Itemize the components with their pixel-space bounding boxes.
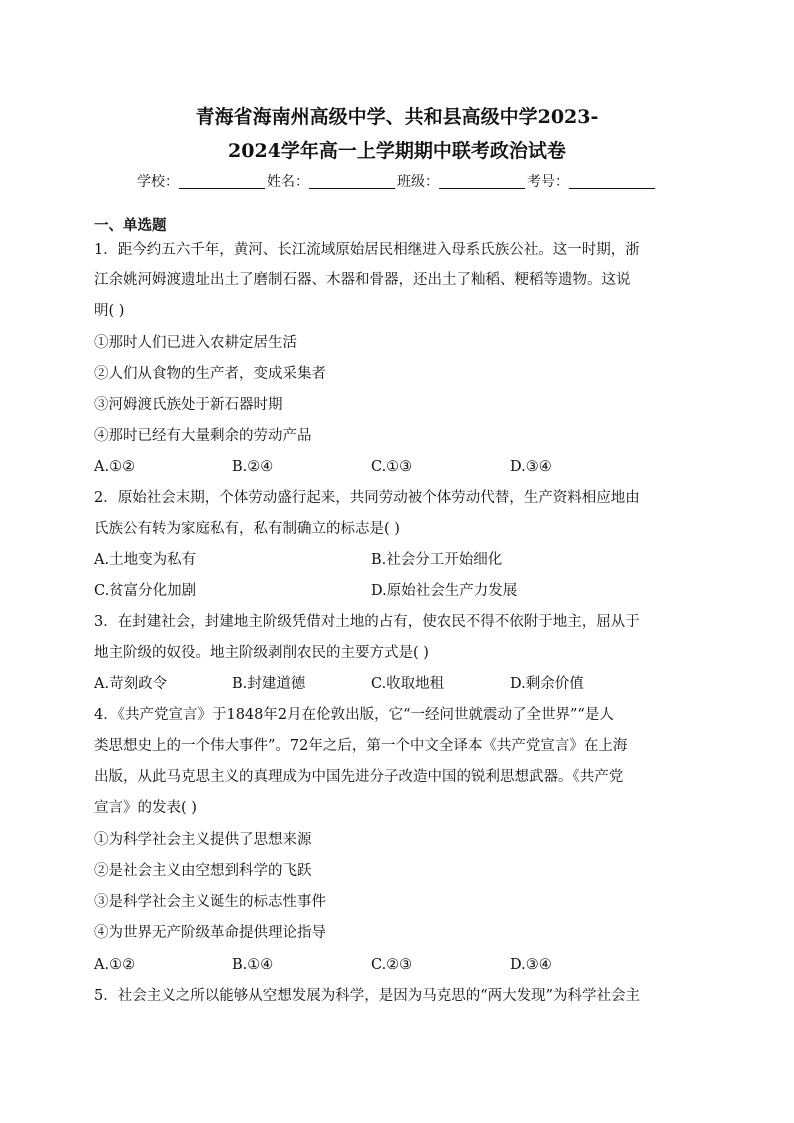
q3-stem-line-2: 地主阶级的奴役。地主阶级剥削农民的主要方式是( ) <box>94 645 429 661</box>
name-blank[interactable] <box>309 174 395 189</box>
q1-option-c: C.①③ <box>371 459 413 475</box>
q1-option-d: D.③④ <box>510 459 552 475</box>
q2-stem-line-1: 2．原始社会末期，个体劳动盛行起来，共同劳动被个体劳动代替，生产资料相应地由 <box>94 490 640 506</box>
q2-option-b: B.社会分工开始细化 <box>371 552 503 568</box>
q4-option-b: B.①④ <box>232 957 274 973</box>
exam-title-line-1: 青海省海南州高级中学、共和县高级中学2023- <box>195 106 599 128</box>
class-label: 班级： <box>397 174 439 190</box>
q2-option-d: D.原始社会生产力发展 <box>371 583 518 599</box>
q4-option-a: A.①② <box>94 957 136 973</box>
number-blank[interactable] <box>569 174 655 189</box>
school-blank[interactable] <box>179 174 265 189</box>
q2-stem-line-2: 氏族公有转为家庭私有，私有制确立的标志是( ) <box>94 521 400 537</box>
q4-stem-line-4: 宣言》的发表( ) <box>94 800 197 816</box>
q1-stem-line-1: 1．距今约五六千年，黄河、长江流域原始居民相继进入母系氏族公社。这一时期，浙 <box>94 242 640 258</box>
q4-stem-line-2: 类思想史上的一个伟大事件”。72年之后，第一个中文全译本《共产党宣言》在上海 <box>94 738 628 754</box>
q4-statement-3: ③是科学社会主义诞生的标志性事件 <box>94 894 326 910</box>
q4-stem-line-3: 出版，从此马克思主义的真理成为中国先进分子改造中国的锐利思想武器。《共产党 <box>94 769 624 785</box>
q1-statement-4: ④那时已经有大量剩余的劳动产品 <box>94 428 312 444</box>
student-info-row <box>0 172 794 192</box>
q1-option-a: A.①② <box>94 459 136 475</box>
q3-option-a: A.苛刻政令 <box>94 676 168 692</box>
q4-option-c: C.②③ <box>371 957 413 973</box>
q1-stem-line-3: 明( ) <box>94 303 125 319</box>
q3-option-d: D.剩余价值 <box>510 676 584 692</box>
q1-option-b: B.②④ <box>232 459 274 475</box>
exam-title-line-2: 2024学年高一上学期期中联考政治试卷 <box>228 140 566 162</box>
class-blank[interactable] <box>439 174 525 189</box>
q4-statement-4: ④为世界无产阶级革命提供理论指导 <box>94 925 326 941</box>
q2-option-c: C.贫富分化加剧 <box>94 583 197 599</box>
q1-stem-line-2: 江余姚河姆渡遗址出土了磨制石器、木器和骨器，还出土了籼稻、粳稻等遗物。这说 <box>94 272 631 288</box>
q4-stem-line-1: 4．《共产党宣言》于1848年2月在伦敦出版，它“一经问世就震动了全世界”“是人 <box>94 707 614 723</box>
q1-statement-1: ①那时人们已进入农耕定居生活 <box>94 335 297 351</box>
q1-statement-3: ③河姆渡氏族处于新石器时期 <box>94 397 283 413</box>
q4-statement-2: ②是社会主义由空想到科学的飞跃 <box>94 863 312 879</box>
school-label: 学校： <box>137 174 179 190</box>
section-heading: 一、单选题 <box>94 217 167 234</box>
number-label: 考号： <box>527 174 569 190</box>
q3-stem-line-1: 3．在封建社会，封建地主阶级凭借对土地的占有，使农民不得不依附于地主，屈从于 <box>94 614 640 630</box>
q2-option-a: A.土地变为私有 <box>94 552 197 568</box>
name-label: 姓名： <box>267 174 309 190</box>
q5-stem-line-1: 5．社会主义之所以能够从空想发展为科学，是因为马克思的“两大发现”为科学社会主 <box>94 988 641 1004</box>
q4-option-d: D.③④ <box>510 957 552 973</box>
q3-option-c: C.收取地租 <box>371 676 445 692</box>
q1-statement-2: ②人们从食物的生产者，变成采集者 <box>94 366 326 382</box>
q4-statement-1: ①为科学社会主义提供了思想来源 <box>94 832 312 848</box>
q3-option-b: B.封建道德 <box>232 676 306 692</box>
